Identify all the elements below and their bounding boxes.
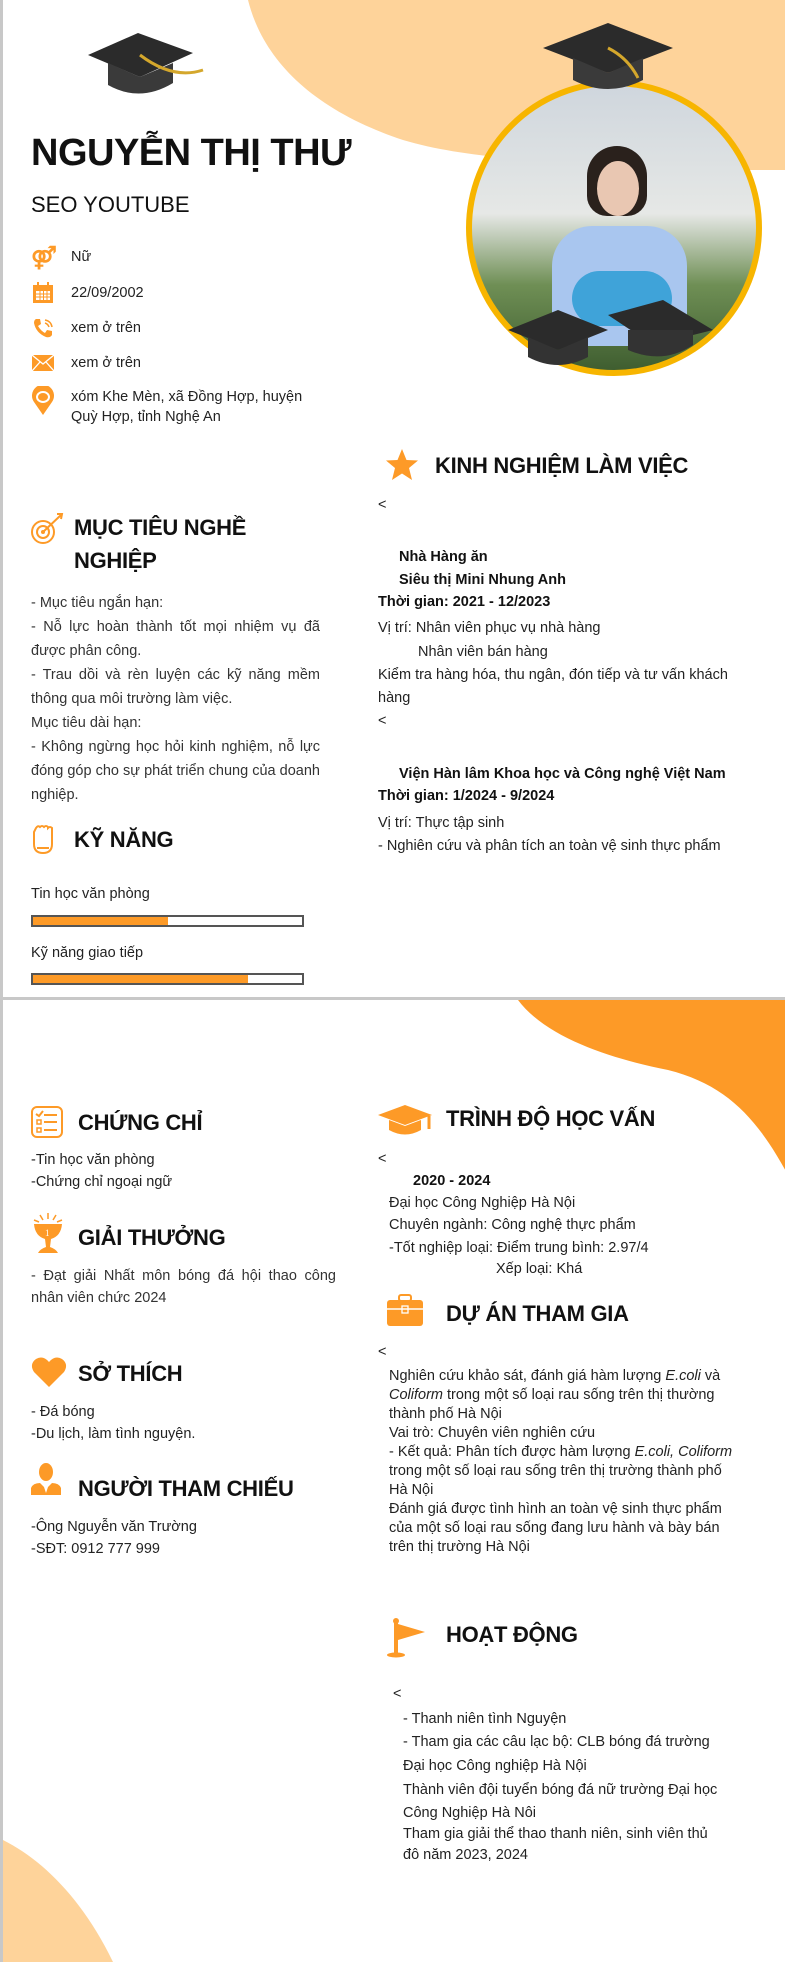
- projects-heading: DỰ ÁN THAM GIA: [446, 1301, 629, 1326]
- activities-marker: <: [393, 1686, 402, 1702]
- skill-progress-bar: [31, 973, 304, 985]
- education-heading: TRÌNH ĐỘ HỌC VẤN: [446, 1106, 656, 1131]
- experience-marker: <: [378, 713, 387, 729]
- activity-item: - Tham gia các câu lạc bộ: CLB bóng đá trường: [403, 1734, 710, 1750]
- hobby-item: - Đá bóng: [31, 1404, 95, 1420]
- job-company-2: Siêu thị Mini Nhung Anh: [399, 572, 566, 588]
- education-gpa: -Tốt nghiệp loại: Điểm trung bình: 2.97/4: [389, 1240, 649, 1256]
- checklist-icon: [31, 1106, 63, 1138]
- project-line: thành phố Hà Nội: [389, 1406, 502, 1422]
- project-text: Nghiên cứu khảo sát, đánh giá hàm lượng: [389, 1368, 666, 1384]
- target-icon: [31, 511, 65, 545]
- skill-progress-bar: [31, 915, 304, 927]
- project-text-italic: Coliform: [389, 1387, 443, 1403]
- activity-item: Thành viên đội tuyển bóng đá nữ trường Đại học: [403, 1782, 718, 1798]
- email-icon: [32, 355, 54, 371]
- birthdate-value: 22/09/2002: [71, 285, 144, 301]
- reference-item: -Ông Nguyễn văn Trường: [31, 1519, 197, 1535]
- activity-item: Tham gia giải thể thao thanh niên, sinh viên thủ: [403, 1826, 708, 1842]
- hand-icon: [31, 824, 55, 856]
- project-text: trong một số loại rau sống trên thị thường: [442, 1387, 715, 1403]
- award-text: - Đạt giải Nhất môn bóng đá hội thao công nhân viên chức 2024: [31, 1268, 336, 1306]
- project-line: trên thị trường Hà Nội: [389, 1539, 530, 1555]
- education-marker: <: [378, 1151, 387, 1167]
- activity-item: - Thanh niên tình Nguyện: [403, 1711, 567, 1727]
- experience-marker: <: [378, 497, 387, 513]
- project-text: - Kết quả: Phân tích được hàm lượng: [389, 1444, 635, 1460]
- trophy-icon: [31, 1211, 65, 1255]
- flag-icon: [387, 1618, 427, 1658]
- briefcase-icon: [387, 1294, 423, 1326]
- job-position-2: Nhân viên bán hàng: [418, 644, 548, 660]
- certificates-heading: CHỨNG CHỈ: [78, 1110, 203, 1135]
- orange-blob-decoration: [518, 1000, 785, 1175]
- skills-heading: KỸ NĂNG: [74, 827, 174, 852]
- skill-label: Kỹ năng giao tiếp: [31, 945, 144, 961]
- objective-text: - Mục tiêu ngắn hạn: - Nỗ lực hoàn thành tốt mọi nhiệm vụ đã được phân công. - Trau dồi và rèn luyện các kỹ năng mềm thông qua môi trường làm việc. Mục tiêu dài hạn: - Không ngừng học hỏi kinh nghiệm, nỗ lực đóng góp cho sự phát triển chung của doanh nghiệp.: [31, 595, 320, 803]
- gender-value: Nữ: [71, 249, 92, 265]
- job-title: SEO YOUTUBE: [31, 192, 190, 217]
- job-position: Vị trí: Thực tập sinh: [378, 815, 505, 831]
- svg-text:1: 1: [45, 1228, 50, 1238]
- job-company: Viện Hàn lâm Khoa học và Công nghệ Việt Nam: [399, 766, 726, 782]
- gender-icon: ⚤: [31, 245, 57, 270]
- hobbies-heading: SỞ THÍCH: [78, 1361, 183, 1386]
- graduation-caps-icon: [503, 295, 733, 385]
- objective-heading-line-2: NGHIỆP: [74, 548, 157, 573]
- job-time: Thời gian: 2021 - 12/2023: [378, 594, 551, 610]
- email-value: xem ở trên: [71, 355, 141, 371]
- awards-heading: GIẢI THƯỞNG: [78, 1225, 226, 1250]
- heart-icon: [31, 1356, 67, 1388]
- graduation-cap-icon: [538, 18, 678, 93]
- projects-marker: <: [378, 1344, 387, 1360]
- skill-progress-fill: [33, 917, 168, 925]
- activity-item: đô năm 2023, 2024: [403, 1847, 528, 1863]
- graduation-cap-icon: [78, 25, 228, 105]
- certificate-item: -Tin học văn phòng: [31, 1152, 155, 1168]
- calendar-icon: [32, 282, 54, 304]
- objective-heading: MỤC TIÊU NGHỀ: [74, 515, 247, 540]
- star-icon: [385, 449, 419, 481]
- phone-value: xem ở trên: [71, 320, 141, 336]
- job-description: Kiểm tra hàng hóa, thu ngân, đón tiếp và tư vấn khách: [378, 667, 728, 683]
- location-icon: [31, 386, 55, 416]
- address-line-2: Quỳ Hợp, tỉnh Nghệ An: [71, 409, 221, 425]
- activity-item: Đại học Công nghiệp Hà Nội: [403, 1758, 587, 1774]
- skill-progress-fill: [33, 975, 248, 983]
- project-line: trong một số loại rau sống trên thị trường thành phố: [389, 1463, 722, 1479]
- project-text: và: [700, 1368, 721, 1384]
- activities-heading: HOẠT ĐỘNG: [446, 1622, 578, 1647]
- candidate-name: NGUYỄN THỊ THƯ: [31, 132, 352, 174]
- graduation-cap-icon: [378, 1103, 434, 1137]
- reference-item: -SĐT: 0912 777 999: [31, 1541, 160, 1557]
- experience-heading: KINH NGHIỆM LÀM VIỆC: [435, 453, 689, 478]
- project-line: Đánh giá được tình hình an toàn vệ sinh thực phẩm: [389, 1501, 722, 1517]
- education-years: 2020 - 2024: [413, 1173, 491, 1189]
- hobby-item: -Du lịch, làm tình nguyện.: [31, 1426, 196, 1442]
- project-role: Vai trò: Chuyên viên nghiên cứu: [389, 1425, 596, 1441]
- address-line-1: xóm Khe Mèn, xã Đồng Hợp, huyện: [71, 389, 303, 405]
- project-line: của một số loại rau sống đang lưu hành và bày bán: [389, 1520, 720, 1536]
- phone-icon: [32, 317, 54, 339]
- education-rank: Xếp loại: Khá: [496, 1261, 583, 1277]
- skill-label: Tin học văn phòng: [31, 886, 150, 902]
- references-heading: NGƯỜI THAM CHIẾU: [78, 1476, 294, 1501]
- certificate-item: -Chứng chỉ ngoại ngữ: [31, 1174, 173, 1190]
- job-time: Thời gian: 1/2024 - 9/2024: [378, 788, 555, 804]
- project-text-italic: E.coli, Coliform: [634, 1444, 733, 1460]
- job-position: Vị trí: Nhân viên phục vụ nhà hàng: [378, 620, 601, 636]
- person-icon: [31, 1463, 61, 1497]
- cv-page-2: [0, 1000, 785, 1962]
- activity-item: Công Nghiệp Hà Nôi: [403, 1805, 536, 1821]
- job-company: Nhà Hàng ăn: [399, 549, 488, 565]
- project-line: Hà Nội: [389, 1482, 434, 1498]
- job-description-2: hàng: [378, 690, 411, 706]
- project-text-italic: E.coli: [665, 1368, 701, 1384]
- peach-blob-decoration: [3, 1840, 113, 1962]
- education-major: Chuyên ngành: Công nghệ thực phẩm: [389, 1217, 636, 1233]
- job-description: - Nghiên cứu và phân tích an toàn vệ sinh thực phẩm: [378, 838, 721, 854]
- education-school: Đại học Công Nghiệp Hà Nội: [389, 1195, 576, 1211]
